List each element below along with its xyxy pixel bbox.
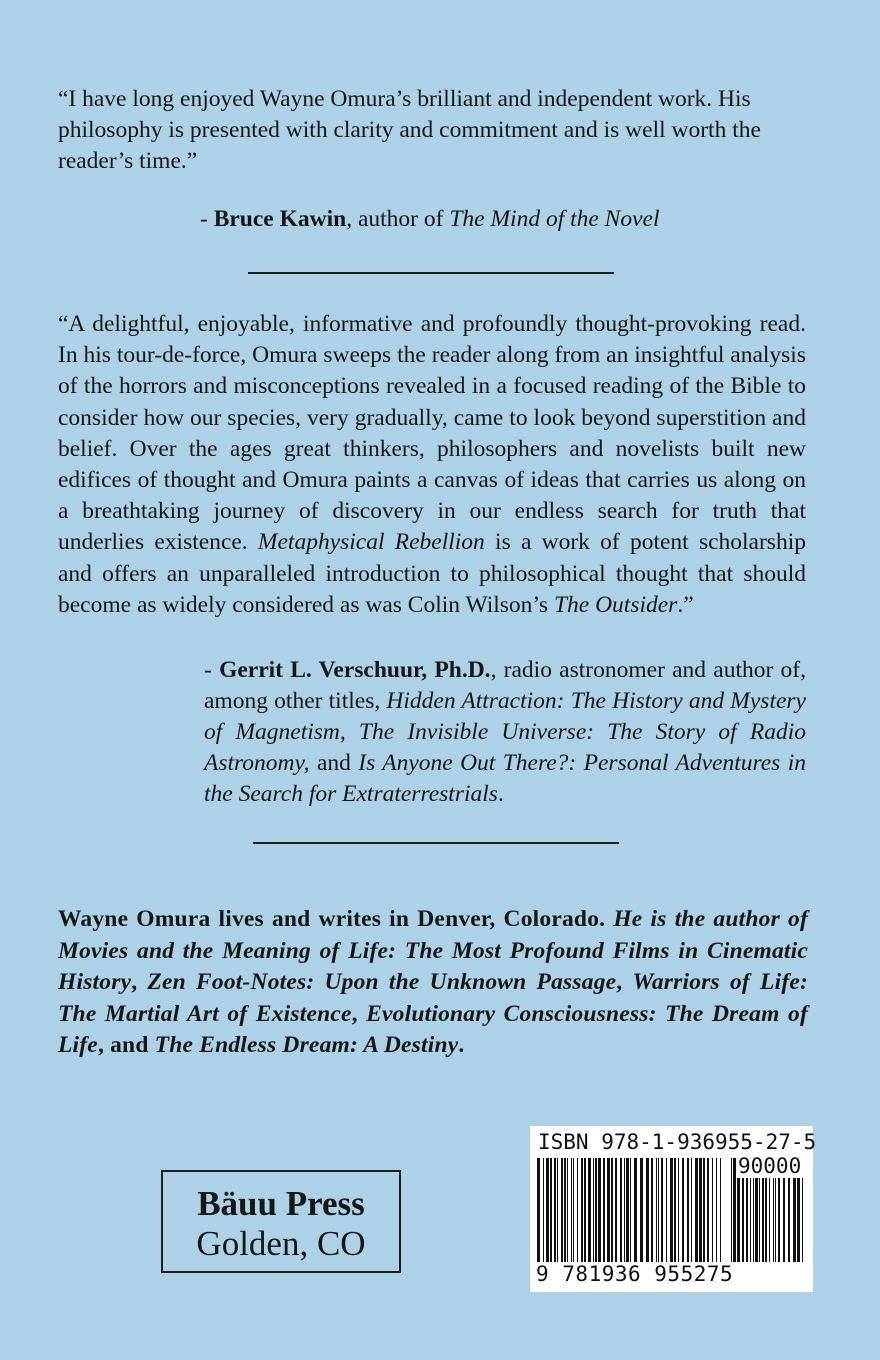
barcode-stripe [651, 1158, 653, 1262]
bio-separator: , [131, 969, 148, 995]
barcode-stripe [595, 1158, 597, 1262]
barcode-stripe [712, 1158, 713, 1262]
barcode-stripe [716, 1158, 717, 1262]
barcode-stripe [656, 1158, 657, 1262]
bio-book-endless-dream: The Endless Dream: A Destiny [154, 1032, 459, 1058]
barcode-stripe [695, 1158, 698, 1262]
barcode-stripe [577, 1158, 578, 1262]
bio-separator: , [351, 1000, 367, 1027]
attribution-book-1: Hidden Attraction: The History and Mystery of Magnetism [204, 688, 806, 745]
attribution-book: The Mind of the Novel [449, 206, 660, 232]
publisher-location: Golden, CO [196, 1224, 366, 1263]
barcode-stripe [620, 1158, 622, 1262]
barcode-stripe [626, 1158, 629, 1262]
barcode-stripe [678, 1158, 679, 1262]
barcode-stripe [687, 1158, 689, 1262]
bio-period: . [458, 1032, 465, 1058]
barcode-stripe [571, 1158, 572, 1262]
barcode-stripe [646, 1158, 649, 1262]
barcode-stripe [557, 1158, 558, 1262]
quote-bruce-kawin [58, 84, 818, 177]
barcode-stripe [674, 1158, 676, 1262]
barcode-stripe [603, 1158, 605, 1262]
barcode-stripe [543, 1158, 544, 1262]
barcode-stripe [670, 1158, 673, 1262]
barcode-stripe [564, 1158, 566, 1262]
barcode-stripe [691, 1158, 692, 1262]
divider-rule [248, 272, 614, 274]
bio-text: Wayne Omura lives and writes in Denver, Colorado. [58, 906, 614, 932]
quote-title-the-outsider: The Outsider [553, 591, 678, 618]
barcode-stripe [703, 1158, 705, 1262]
quote-text: “I have long enjoyed Wayne Omura’s brilliant and independent work. His philosophy is presented with clarity and commitment and is well worth the reader’s time.” [58, 86, 761, 174]
quote-text-part1: “A delightful, enjoyable, informative and profoundly thought-provoking read. In his tour-de-force, Omura sweeps the reader along from an insightful analysis of the horrors and misconceptions revealed in a focused reading of the Bible to consider how our species, very gradually, came to look beyond superstition and belief. Over the ages great thinkers, philosophers and novelists built new edifices of thought and Omura paints a canvas of ideas that carries us along on a breathtaking journey of discovery in our endless search for truth that underlies existence. [58, 311, 806, 556]
attribution-dash: - [204, 657, 220, 683]
attribution-book-2: The Invisible Universe: The Story of Radio Astronomy, [204, 719, 806, 776]
barcode-stripe [561, 1158, 563, 1262]
barcode-stripe [537, 1158, 540, 1262]
bio-book-zen: Zen Foot-Notes: Upon the Unknown Passage [147, 969, 617, 995]
author-bio [58, 904, 808, 1062]
publisher-logo [161, 1170, 401, 1273]
barcode-stripe [634, 1158, 637, 1262]
barcode-stripe [573, 1158, 574, 1262]
barcode-stripe [640, 1158, 643, 1262]
barcode-stripe [731, 1158, 732, 1262]
attribution-dash: - [200, 206, 214, 232]
barcode-stripe [666, 1158, 667, 1262]
barcode-stripe [699, 1158, 702, 1262]
price-code: 90000 [738, 1154, 802, 1178]
publisher-name: Bäuu Press [197, 1184, 365, 1223]
barcode-stripe [720, 1158, 721, 1262]
isbn-barcode [530, 1126, 817, 1292]
divider-rule [253, 842, 619, 844]
attribution-bruce-kawin [200, 204, 660, 235]
separator: and [309, 750, 359, 776]
period: . [497, 781, 504, 807]
barcode-stripe [554, 1158, 556, 1262]
quote-text-end: .” [677, 591, 694, 618]
bio-book-movies: He is the author of Movies and the Meaning of Life: The Most Profound Films in Cinematic History [58, 906, 808, 995]
bio-separator: , [616, 969, 633, 995]
barcode-stripe [630, 1158, 631, 1262]
attribution-author: Gerrit L. Verschuur, Ph.D. [219, 657, 491, 683]
barcode-stripe [567, 1158, 568, 1262]
barcode-stripe [682, 1158, 684, 1262]
barcode-stripe [581, 1158, 583, 1262]
barcode-stripe [593, 1158, 594, 1262]
barcode-stripe [611, 1158, 613, 1262]
barcode-bars [536, 1158, 728, 1262]
separator: , [339, 719, 359, 745]
barcode-stripe [598, 1158, 601, 1262]
barcode-stripe [546, 1158, 549, 1262]
barcode-stripe [607, 1158, 610, 1262]
barcode-stripe [658, 1158, 659, 1262]
attribution-credit: , author of [346, 206, 450, 232]
barcode-stripe [661, 1158, 663, 1262]
attribution-author: Bruce Kawin [213, 206, 347, 232]
isbn-label: ISBN 978-1-936955-27-5 [538, 1130, 817, 1154]
attribution-gerrit-verschuur [204, 655, 806, 810]
bio-book-evolutionary: Evolutionary Consciousness: The Dream of Life [58, 1000, 808, 1058]
barcode-stripe [588, 1158, 591, 1262]
attribution-book-3: Is Anyone Out There?: Personal Adventures in the Search for Extraterrestrials [204, 750, 806, 807]
barcode-stripe [624, 1158, 625, 1262]
barcode-stripe [584, 1158, 586, 1262]
quote-gerrit-verschuur [58, 309, 806, 621]
attribution-credit: , radio astronomer and author of, among other titles, [204, 657, 807, 714]
barcode-stripe [550, 1158, 552, 1262]
bio-separator: , and [97, 1032, 155, 1058]
quote-title-metaphysical-rebellion: Metaphysical Rebellion [257, 529, 485, 556]
barcode-stripe [615, 1158, 617, 1262]
quote-text-part2: is a work of potent scholarship and offers an unparalleled introduction to philosophical thought that should become as widely considered as was Colin Wilson’s [58, 529, 806, 618]
barcode-digits: 9 781936 955275 [536, 1262, 734, 1286]
barcode-stripe [707, 1158, 709, 1262]
bio-book-warriors: Warriors of Life: The Martial Art of Existence [58, 969, 809, 1027]
